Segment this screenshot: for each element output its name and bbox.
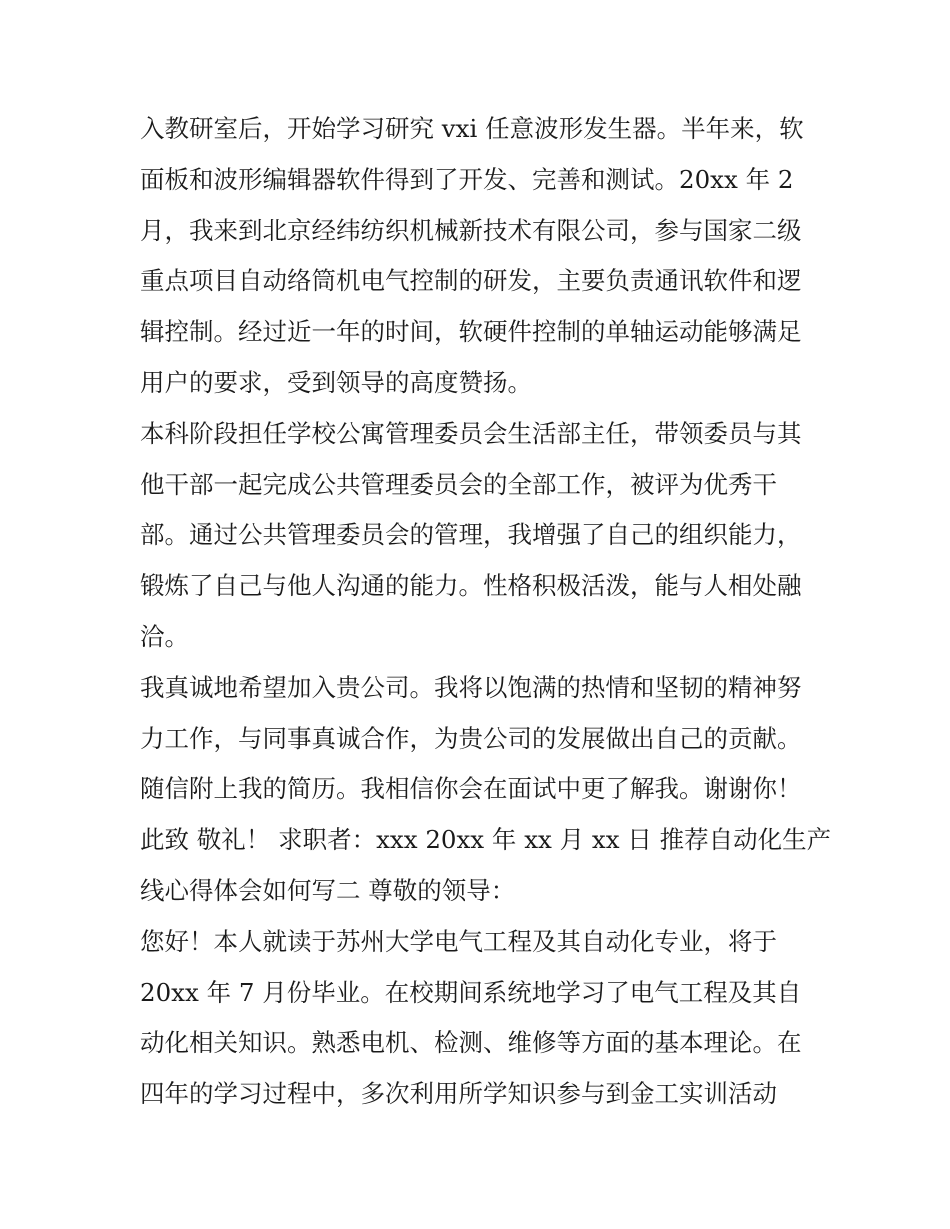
text-line: 他干部一起完成公共管理委员会的全部工作，被评为优秀干 [140,469,777,499]
text-line: 您好！本人就读于苏州大学电气工程及其自动化专业，将于 [140,926,777,956]
text-line: 四年的学习过程中，多次利用所学知识参与到金工实训活动 [140,1079,777,1109]
text-line: 动化相关知识。熟悉电机、检测、维修等方面的基本理论。在 [140,1028,802,1058]
text-line: 本科阶段担任学校公寓管理委员会生活部主任，带领委员与其 [140,418,802,448]
text-line: 力工作，与同事真诚合作，为贵公司的发展做出自己的贡献。 [140,723,802,753]
text-line: 辑控制。经过近一年的时间，软硬件控制的单轴运动能够满足 [140,317,802,347]
text-line: 入教研室后，开始学习研究 vxi 任意波形发生器。半年来，软 [140,114,804,143]
text-line: 用户的要求，受到领导的高度赞扬。 [140,367,532,397]
text-line: 重点项目自动络筒机电气控制的研发，主要负责通讯软件和逻 [140,266,802,296]
document-body [140,104,830,1120]
text-line: 锻炼了自己与他人沟通的能力。性格积极活泼，能与人相处融 [140,571,802,601]
text-line: 随信附上我的简历。我相信你会在面试中更了解我。谢谢你！ [140,774,802,804]
text-line: 洽。 [140,621,189,651]
text-line: 月，我来到北京经纬纺织机械新技术有限公司，参与国家二级 [140,215,802,245]
text-line: 部。通过公共管理委员会的管理，我增强了自己的组织能力， [140,520,802,550]
text-line: 线心得体会如何写二 尊敬的领导： [140,875,516,905]
text-line: 此致 敬礼！ 求职者：xxx 20xx 年 xx 月 xx 日 推荐自动化生产 [140,825,832,855]
text-line: 我真诚地希望加入贵公司。我将以饱满的热情和坚韧的精神努 [140,672,802,702]
text-line: 20xx 年 7 月份毕业。在校期间系统地学习了电气工程及其自 [140,977,802,1007]
text-line: 面板和波形编辑器软件得到了开发、完善和测试。20xx 年 2 [140,164,794,194]
